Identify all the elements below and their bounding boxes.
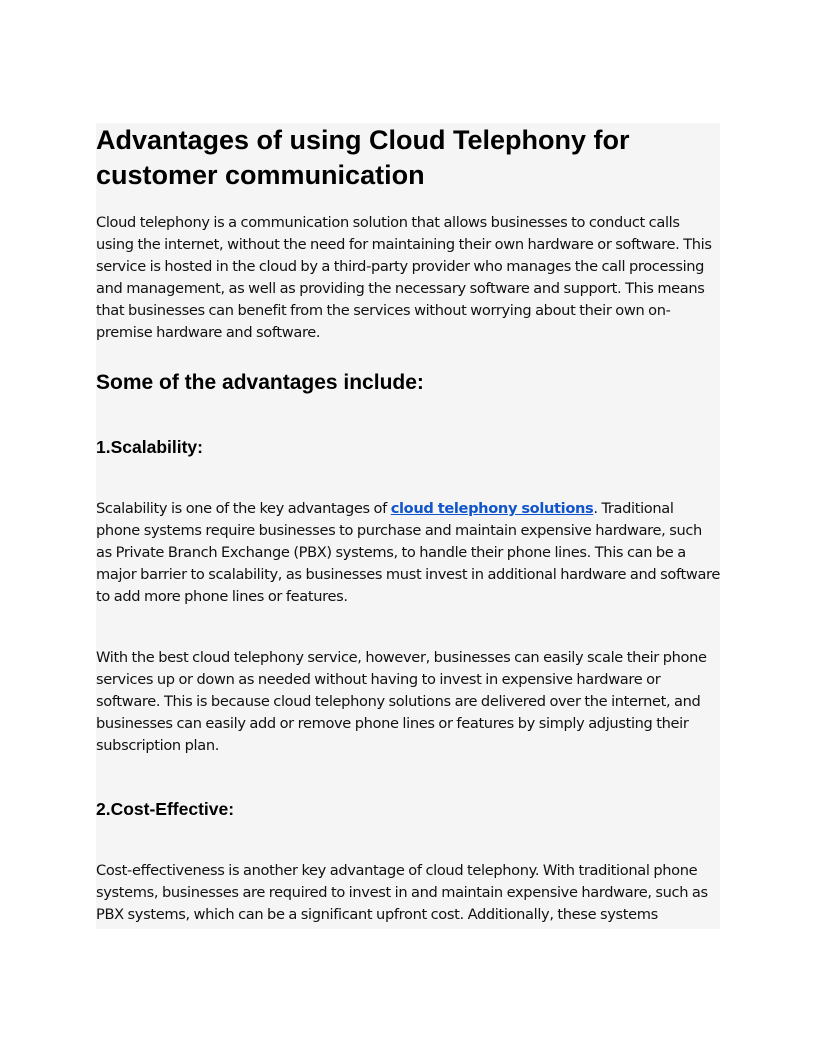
cost-effective-paragraph-1: Cost-effectiveness is another key advantage of cloud telephony. With traditional phone systems, businesses are required to invest in and maintain expensive hardware, such as PBX systems, which can be a significant upfront cost. Additionally, these systems [96,862,708,923]
section-heading-scalability: 1.Scalability: [96,437,203,457]
section-heading-cost-effective: 2.Cost-Effective: [96,799,235,819]
page-title: Advantages of using Cloud Telephony for customer communication [96,125,630,190]
cloud-telephony-solutions-link[interactable]: cloud telephony solutions [390,500,594,517]
scalability-paragraph-1 [96,498,720,608]
scalability-text-after-link: . Traditional phone systems require businesses to purchase and maintain expensive hardware, such as Private Branch Exchange (PBX) systems, to handle their phone lines. This can be a major barrier to scalability, as businesses must invest in additional hardware and software to add more phone lines or features. [96,500,720,605]
intro-paragraph: Cloud telephony is a communication solution that allows businesses to conduct calls using the internet, without the need for maintaining their own hardware or software. This service is hosted in the cloud by a third-party provider who manages the call processing and management, as well as providing the necessary software and support. This means that businesses can benefit from the services without worrying about their own on-premise hardware and software. [96,214,712,341]
advantages-heading: Some of the advantages include: [96,371,424,394]
scalability-text-before-link: Scalability is one of the key advantages of [96,500,391,517]
scalability-paragraph-2: With the best cloud telephony service, however, businesses can easily scale their phone services up or down as needed without having to invest in expensive hardware or software. This is because cloud telephony solutions are delivered over the internet, and businesses can easily add or remove phone lines or features by simply adjusting their subscription plan. [96,649,707,754]
article-panel [96,123,720,929]
